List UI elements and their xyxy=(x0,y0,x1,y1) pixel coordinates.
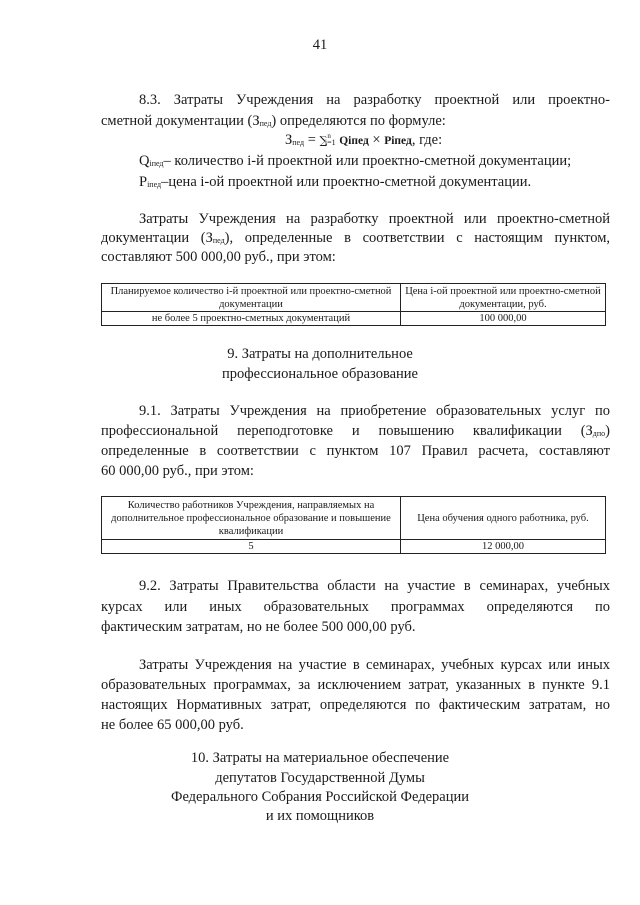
heading-10-line2: депутатов Государственной Думы xyxy=(215,770,425,786)
heading-9-line2: профессиональное образование xyxy=(221,366,418,382)
page-number: 41 xyxy=(312,37,328,53)
t1-cell-price: 100 000,00 xyxy=(401,312,606,326)
p83b-line2: документации $(З_{пед})$, определенные в соответствии с настоящим пунктом, xyxy=(101,230,611,246)
t2-cell-price: 12 000,00 xyxy=(401,540,606,554)
t1-header-price: Цена i-ой проектной или проектно-сметной документации, руб. xyxy=(401,284,606,312)
t2-header-price: Цена обучения одного работника, руб. xyxy=(401,497,606,540)
table-design-docs xyxy=(101,283,606,326)
p91-line1: 9.1. Затраты Учреждения на приобретение образовательных услуг по xyxy=(139,403,610,419)
p83b-line3: составляют 500 000,00 руб., при этом: xyxy=(101,249,336,265)
t2-cell-qty: 5 xyxy=(102,540,401,554)
t1-header-qty: Планируемое количество i-й проектной или проектно-сметной документации xyxy=(102,284,401,312)
p91-line2: профессиональной переподготовке и повышению квалификации $(З_{дпо})$ xyxy=(101,423,610,439)
p92b-line3: настоящих Нормативных затрат, определяются по фактическим затратам, но xyxy=(101,697,610,713)
p91-line3: определенные в соответствии с пунктом 107 Правил расчета, составляют xyxy=(101,443,610,459)
p92b-line1: Затраты Учреждения на участие в семинарах, учебных курсах или иных xyxy=(139,657,610,673)
s83-line1: 8.3. Затраты Учреждения на разработку проектной или проектно- xyxy=(139,92,610,108)
heading-9-line1: 9. Затраты на дополнительное xyxy=(227,346,413,362)
p91-line4: 60 000,00 руб., при этом: xyxy=(101,463,254,479)
p83b-line1: Затраты Учреждения на разработку проектной или проектно-сметной xyxy=(139,211,610,227)
def-p: $P_{iпед}$–цена i-ой проектной или проектно-сметной документации. xyxy=(139,174,532,190)
p92b-line4: не более 65 000,00 руб. xyxy=(101,717,244,733)
heading-10-line4: и их помощников xyxy=(265,808,375,824)
table-training xyxy=(101,496,606,554)
t2-header-qty: Количество работников Учреждения, направляемых на дополнительное профессиональное образование и повышение квалификации xyxy=(102,497,401,540)
s83-line2: сметной документации $(З_{пед})$ определяются по формуле: xyxy=(101,113,446,129)
def-q: $Q_{iпед}-$ количество i-й проектной или проектно-сметной документации; xyxy=(139,153,572,169)
p92b-line2: образовательных программах, за исключением затрат, указанных в пункте 9.1 xyxy=(101,677,610,693)
p92-line2: курсах или иных образовательных программах определяются по xyxy=(101,599,610,615)
t1-cell-qty: не более 5 проектно-сметных документаций xyxy=(102,312,401,326)
p92-line1: 9.2. Затраты Правительства области на участие в семинарах, учебных xyxy=(139,578,610,594)
heading-10-line1: 10. Затраты на материальное обеспечение xyxy=(190,750,450,766)
heading-10-line3: Федерального Собрания Российской Федерации xyxy=(170,789,469,805)
formula: $З_{пед} = \sum^n_{i=1}$ Qiпед × Piпед, где: xyxy=(285,132,443,148)
p92-line3: фактическим затратам, но не более 500 000,00 руб. xyxy=(101,619,416,635)
